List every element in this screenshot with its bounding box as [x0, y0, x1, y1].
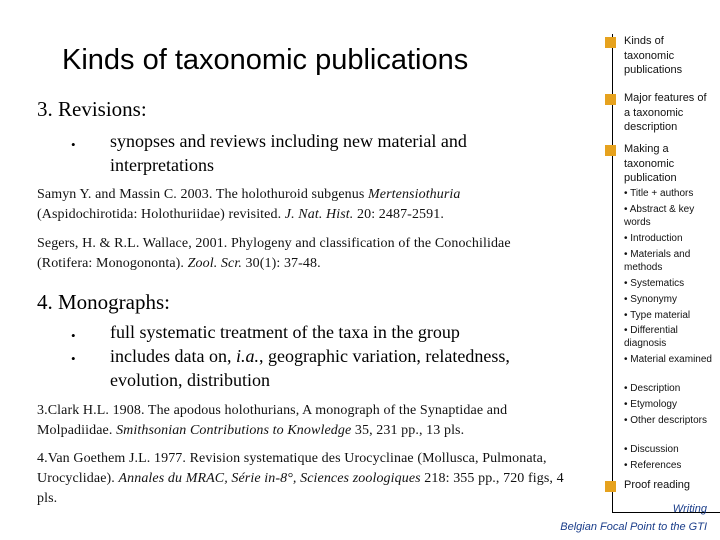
sidebar-item-description[interactable]: • Description [624, 383, 681, 394]
bullet-dot: • [71, 137, 76, 152]
bullet-text-part: , geographic variation, relatedness, evolution, distribution [110, 346, 510, 390]
sidebar-head-proof-reading[interactable]: Proof reading [624, 479, 691, 491]
bullet-dot: • [71, 328, 76, 343]
ref-text: (Aspidochirotida: Holothuriidae) revisited. [37, 207, 285, 222]
ref-text: Segers, H. & R.L. Wallace, 2001. Phylogeny and classification of the Conochilidae (Rotifera: Monogononta). [37, 236, 511, 271]
sidebar-item-discussion[interactable]: • Discussion [624, 444, 679, 455]
ref-text: 218: 355 pp., 720 figs, 4 pls. [37, 471, 564, 506]
sidebar-item-references[interactable]: • References [624, 460, 682, 471]
sidebar-item-material-examined[interactable]: • Material examined [624, 354, 712, 365]
sidebar-divider [612, 34, 613, 512]
ref-text: 30(1): 37-48. [241, 256, 321, 271]
sidebar-marker-icon [605, 37, 616, 48]
reference-van-goethem [37, 449, 582, 509]
reference-clark [37, 401, 577, 441]
sidebar-head-major-features[interactable]: Major features of a taxonomic description [624, 92, 707, 133]
ref-text: 20: 2487-2591. [353, 207, 444, 222]
sidebar-item-etymology[interactable]: • Etymology [624, 399, 677, 410]
reference-segers [37, 234, 557, 274]
footer-writing: Writing [672, 503, 707, 515]
sidebar-item-synonymy[interactable]: • Synonymy [624, 294, 677, 305]
sidebar-item-abstract[interactable]: • Abstract & key words [624, 204, 695, 228]
ref-italic: J. Nat. Hist. [284, 207, 354, 222]
sidebar-marker-icon [605, 94, 616, 105]
sidebar-item-materials-methods[interactable]: • Materials and methods [624, 249, 691, 273]
bullet-monographs-1: full systematic treatment of the taxa in the group [110, 322, 460, 342]
footer-org: Belgian Focal Point to the GTI [560, 521, 707, 533]
ref-text: Samyn Y. and Massin C. 2003. The holothuroid subgenus [37, 187, 369, 202]
bullet-monographs-2 [110, 344, 570, 392]
sidebar-marker-icon [605, 481, 616, 492]
sidebar-item-differential-diagnosis[interactable]: • Differential diagnosis [624, 325, 678, 349]
ref-italic: Zool. Scr. [187, 256, 242, 271]
section-heading-monographs: 4. Monographs: [37, 290, 170, 314]
bullet-italic: i.a. [235, 346, 259, 366]
sidebar-item-type-material[interactable]: • Type material [624, 310, 691, 321]
ref-italic: Smithsonian Contributions to Knowledge [116, 423, 352, 438]
ref-text: 35, 231 pp., 13 pls. [351, 423, 465, 438]
ref-text: 4.Van Goethem J.L. 1977. Revision systematique des Urocyclinae (Mollusca, Pulmonata, Urocyclidae). [37, 451, 547, 486]
sidebar-item-title-authors[interactable]: • Title + authors [624, 188, 694, 199]
bullet-dot: • [71, 351, 76, 366]
sidebar-marker-icon [605, 145, 616, 156]
sidebar-head-making[interactable]: Making a taxonomic publication [624, 143, 677, 184]
slide-title: Kinds of taxonomic publications [62, 44, 469, 76]
sidebar-item-systematics[interactable]: • Systematics [624, 278, 685, 289]
bullet-revisions-1: synopses and reviews including new material and interpretations [110, 131, 467, 175]
sidebar-item-other-descriptors[interactable]: • Other descriptors [624, 415, 707, 426]
ref-italic: Mertensiothuria [368, 187, 461, 202]
section-heading-revisions: 3. Revisions: [37, 97, 147, 121]
reference-samyn [37, 185, 557, 225]
ref-italic: Annales du MRAC, Série in-8°, Sciences zoologiques [118, 471, 421, 486]
bullet-text-part: includes data on, [110, 346, 232, 366]
sidebar-head-kinds[interactable]: Kinds of taxonomic publications [624, 35, 683, 76]
ref-text: 3.Clark H.L. 1908. The apodous holothurians, A monograph of the Synaptidae and Molpadiidae. [37, 403, 508, 438]
sidebar-item-introduction[interactable]: • Introduction [624, 233, 683, 244]
